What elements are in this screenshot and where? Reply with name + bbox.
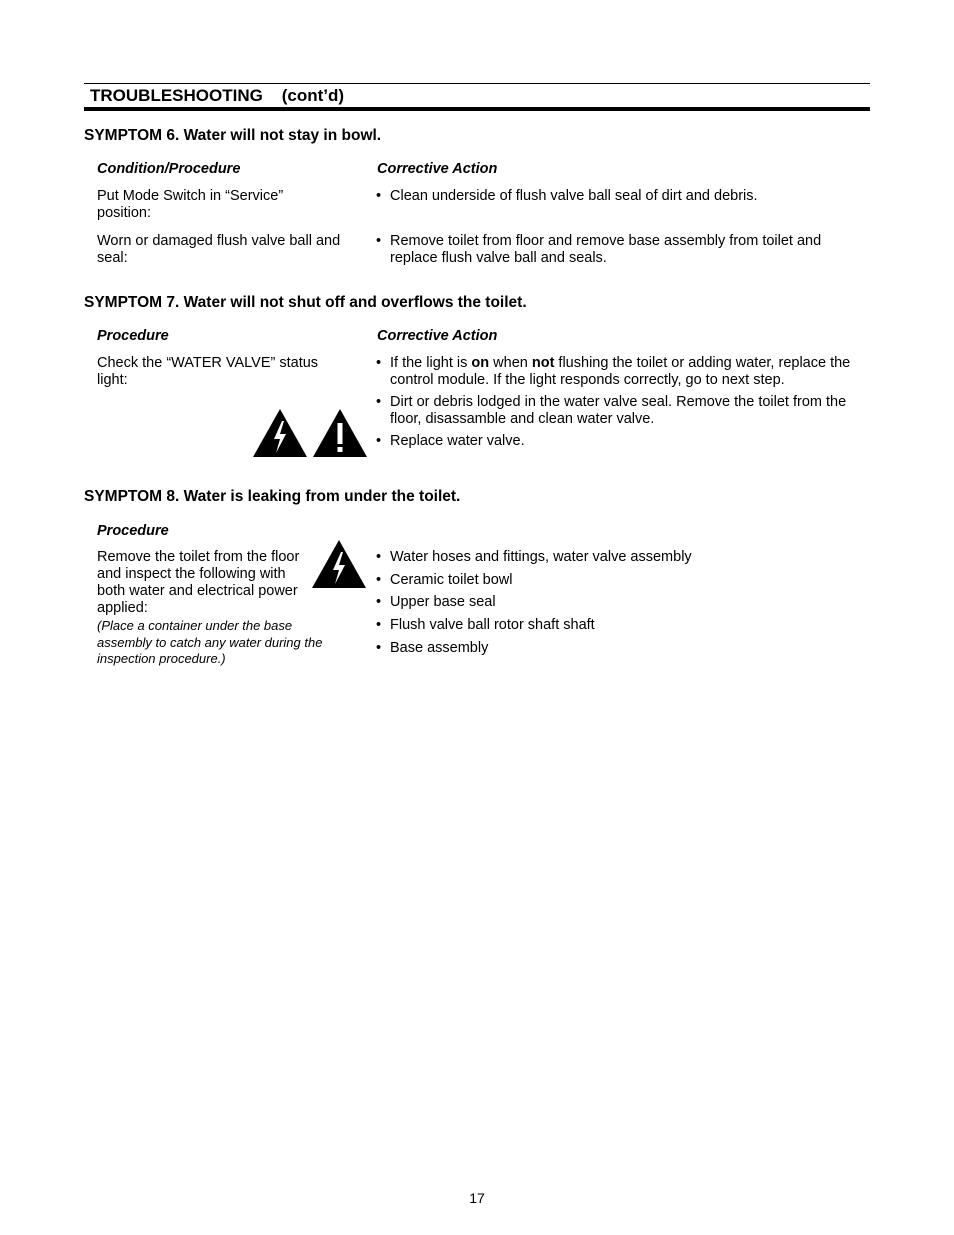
symptom-6-actions-1 bbox=[376, 188, 866, 205]
page-number: 17 bbox=[469, 1190, 485, 1206]
list-item: • Water hoses and fittings, water valve assembly bbox=[376, 549, 866, 566]
header-bottom-rule bbox=[84, 107, 870, 111]
symptom-7-action-1: • If the light is on when not flushing the toilet or adding water, replace the control module. If the light responds correctly, go to next step. bbox=[376, 355, 866, 389]
list-item: • Flush valve ball rotor shaft shaft bbox=[376, 617, 866, 634]
symptom-7-procedure: Check the “WATER VALVE” status light: bbox=[97, 355, 319, 388]
symptom-7-action-2: • Dirt or debris lodged in the water valve seal. Remove the toilet from the floor, disassamble and clean water valve. bbox=[376, 394, 866, 428]
caution-icon bbox=[312, 408, 368, 458]
symptom-8-note: (Place a container under the base assembly to catch any water during the inspection procedure.) bbox=[97, 618, 323, 666]
symptom-6-actions-2 bbox=[376, 233, 866, 267]
electrical-hazard-icon bbox=[252, 408, 308, 458]
symptom-8-inspection-list bbox=[376, 549, 866, 657]
symptom-7-procedure-header: Procedure bbox=[97, 328, 169, 344]
symptom-6-action-header: Corrective Action bbox=[377, 161, 498, 177]
symptom-6-condition-header: Condition/Procedure bbox=[97, 161, 241, 177]
symptom-7-action-3: • Replace water valve. bbox=[376, 433, 866, 450]
symptom-7-title: SYMPTOM 7. Water will not shut off and overflows the toilet. bbox=[84, 294, 527, 311]
symptom-6-action-2: • Remove toilet from floor and remove base assembly from toilet and replace flush valve ball and seals. bbox=[376, 233, 866, 267]
header-top-rule bbox=[84, 83, 870, 84]
symptom-8-title: SYMPTOM 8. Water is leaking from under the toilet. bbox=[84, 488, 461, 505]
section-title: TROUBLESHOOTING (cont’d) bbox=[90, 86, 345, 105]
electrical-hazard-icon bbox=[311, 539, 367, 589]
symptom-8-procedure-header: Procedure bbox=[97, 523, 169, 539]
list-item: • Ceramic toilet bowl bbox=[376, 572, 866, 589]
symptom-8-procedure: Remove the toilet from the floor and inspect the following with both water and electrical power applied: bbox=[97, 549, 300, 616]
symptom-7-actions bbox=[376, 355, 866, 450]
list-item: • Upper base seal bbox=[376, 594, 866, 611]
symptom-6-condition-2: Worn or damaged flush valve ball and seal: bbox=[97, 233, 341, 266]
symptom-7-action-header: Corrective Action bbox=[377, 328, 498, 344]
symptom-6-title: SYMPTOM 6. Water will not stay in bowl. bbox=[84, 127, 382, 144]
list-item: • Base assembly bbox=[376, 640, 866, 657]
symptom-6-condition-1: Put Mode Switch in “Service” position: bbox=[97, 188, 284, 221]
symptom-6-action-1: • Clean underside of flush valve ball seal of dirt and debris. bbox=[376, 188, 866, 205]
